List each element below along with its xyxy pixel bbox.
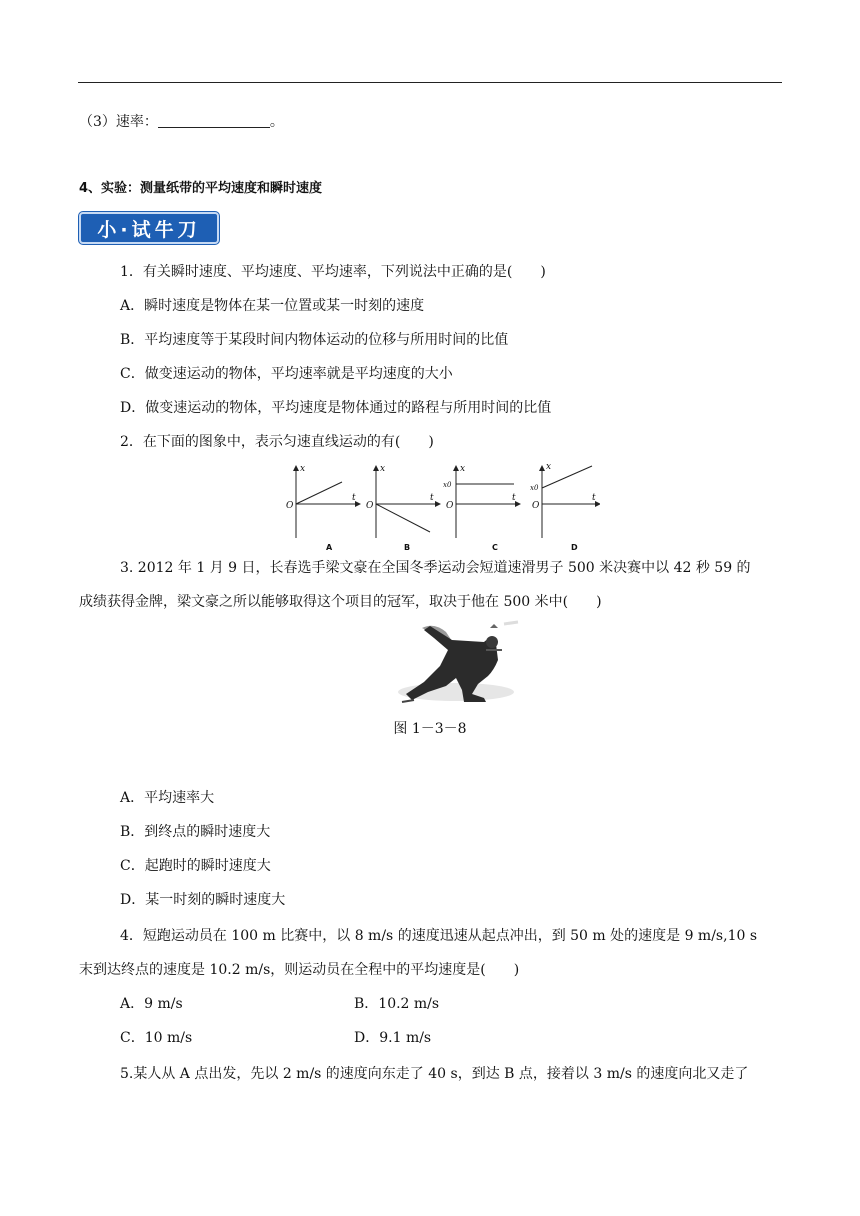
item-3-rate: （3）速率： 。 xyxy=(79,114,284,130)
q1-stem: 1．有关瞬时速度、平均速度、平均速率，下列说法中正确的是( ) xyxy=(120,264,546,280)
q3-option-b: B．到终点的瞬时速度大 xyxy=(120,824,271,840)
graph-a xyxy=(286,464,360,552)
section-4-heading: 4、实验：测量纸带的平均速度和瞬时速度 xyxy=(79,181,323,196)
q4-option-b: B．10.2 m/s xyxy=(354,996,440,1012)
graph-a-origin: O xyxy=(286,501,294,511)
graph-a-line xyxy=(296,482,342,504)
graph-c-axis-x: t xyxy=(512,493,516,503)
graph-d-origin: O xyxy=(532,501,540,511)
graph-d-axis-x: t xyxy=(592,493,596,503)
graph-c-y0: x0 xyxy=(443,481,452,489)
q1-option-d: D．做变速运动的物体，平均速度是物体通过的路程与所用时间的比值 xyxy=(120,400,552,416)
q1-option-c: C．做变速运动的物体，平均速率就是平均速度的大小 xyxy=(120,366,453,382)
graph-a-label: A xyxy=(326,543,333,552)
q4-stem-line1: 4．短跑运动员在 100 m 比赛中，以 8 m/s 的速度迅速从起点冲出，到 50 m 处的速度是 9 m/s,10 s xyxy=(120,928,758,944)
q4-option-d: D．9.1 m/s xyxy=(354,1030,432,1046)
q2-motion-graphs xyxy=(280,460,600,556)
practice-badge: 小·试牛刀 xyxy=(79,212,219,244)
q5-stem-line1: 5.某人从 A 点出发，先以 2 m/s 的速度向东走了 40 s，到达 B 点，接着以 3 m/s 的速度向北又走了 xyxy=(120,1066,749,1082)
graph-c xyxy=(443,464,520,552)
q1-option-b: B．平均速度等于某段时间内物体运动的位移与所用时间的比值 xyxy=(120,332,509,348)
q4-option-c: C．10 m/s xyxy=(120,1030,193,1046)
graph-d-y0: x0 xyxy=(530,484,539,492)
graph-b-origin: O xyxy=(366,501,374,511)
answer-blank[interactable] xyxy=(158,113,270,128)
graph-c-origin: O xyxy=(446,501,454,511)
graph-a-axis-y: x xyxy=(300,464,306,474)
graph-b-line xyxy=(376,504,430,532)
graph-d-axis-y: x xyxy=(546,462,552,472)
graph-d-label: D xyxy=(571,543,578,552)
graph-a-axis-x: t xyxy=(352,493,356,503)
q4-stem-line2: 末到达终点的速度是 10.2 m/s，则运动员在全程中的平均速度是( ) xyxy=(79,962,520,978)
graph-b-label: B xyxy=(404,543,411,552)
graph-c-label: C xyxy=(492,543,498,552)
graph-b xyxy=(366,464,440,552)
q3-option-c: C．起跑时的瞬时速度大 xyxy=(120,858,271,874)
q3-stem-line1: 3. 2012 年 1 月 9 日，长春选手梁文豪在全国冬季运动会短道速滑男子 500 米决赛中以 42 秒 59 的 xyxy=(120,560,751,576)
q3-option-d: D．某一时刻的瞬时速度大 xyxy=(120,892,286,908)
speed-skater-photo xyxy=(394,620,520,706)
graph-b-axis-y: x xyxy=(380,464,386,474)
graph-b-axis-x: t xyxy=(430,493,434,503)
q3-stem-line2: 成绩获得金牌，梁文豪之所以能够取得这个项目的冠军，取决于他在 500 米中( ) xyxy=(79,594,602,610)
q4-option-a: A．9 m/s xyxy=(120,996,183,1012)
graph-c-axis-y: x xyxy=(460,464,466,474)
graph-d xyxy=(530,462,600,552)
header-rule xyxy=(78,82,782,83)
q2-stem: 2．在下面的图象中，表示匀速直线运动的有( ) xyxy=(120,434,434,450)
figure-caption: 图 1－3－8 xyxy=(393,721,467,737)
q1-option-a: A．瞬时速度是物体在某一位置或某一时刻的速度 xyxy=(120,298,425,314)
q3-option-a: A．平均速率大 xyxy=(120,790,215,806)
